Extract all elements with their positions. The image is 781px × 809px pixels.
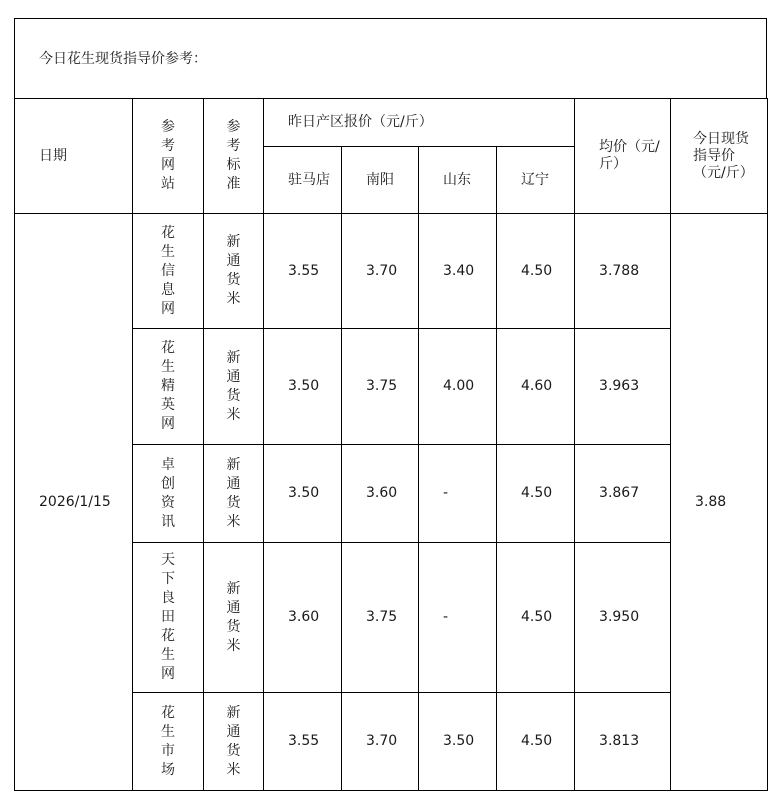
standard-label: 新通货米 <box>226 704 241 778</box>
site-cell <box>133 445 204 543</box>
header-date: 日期 <box>15 99 133 214</box>
price-shandong: 3.40 <box>419 214 497 329</box>
header-yesterday-group: 昨日产区报价（元/斤） <box>264 99 575 147</box>
standard-cell <box>204 693 264 791</box>
price-zhumadian: 3.55 <box>264 214 342 329</box>
site-label: 花生精英网 <box>161 340 175 432</box>
site-label: 花生市场 <box>161 704 175 778</box>
price-nanyang: 3.60 <box>342 445 419 543</box>
price-liaoning: 4.50 <box>497 445 575 543</box>
header-standard-label: 参考标准 <box>226 119 241 192</box>
price-liaoning: 4.50 <box>497 693 575 791</box>
price-liaoning: 4.50 <box>497 214 575 329</box>
standard-label: 新通货米 <box>226 580 241 654</box>
site-label: 卓创资讯 <box>161 456 175 530</box>
price-liaoning: 4.60 <box>497 329 575 445</box>
price-zhumadian: 3.60 <box>264 543 342 693</box>
site-label: 花生信息网 <box>161 224 175 317</box>
price-shandong: - <box>419 445 497 543</box>
price-zhumadian: 3.50 <box>264 445 342 543</box>
page-title: 今日花生现货指导价参考： <box>39 51 207 67</box>
site-cell <box>133 214 204 329</box>
header-region-shandong: 山东 <box>419 147 497 214</box>
price-zhumadian: 3.50 <box>264 329 342 445</box>
header-region-zhumadian: 驻马店 <box>264 147 342 214</box>
site-label: 天下良田花生网 <box>161 552 175 682</box>
standard-cell <box>204 329 264 445</box>
price-nanyang: 3.70 <box>342 214 419 329</box>
price-avg: 3.813 <box>575 693 671 791</box>
price-avg: 3.950 <box>575 543 671 693</box>
header-region-liaoning: 辽宁 <box>497 147 575 214</box>
price-nanyang: 3.75 <box>342 543 419 693</box>
table-row <box>15 214 768 329</box>
price-shandong: 4.00 <box>419 329 497 445</box>
standard-cell <box>204 445 264 543</box>
standard-cell <box>204 543 264 693</box>
title-box <box>14 18 767 99</box>
standard-label: 新通货米 <box>226 349 241 423</box>
header-avg: 均价（元/斤） <box>575 99 671 214</box>
price-zhumadian: 3.55 <box>264 693 342 791</box>
price-table <box>14 98 768 791</box>
header-site <box>133 99 204 214</box>
header-region-nanyang: 南阳 <box>342 147 419 214</box>
site-cell <box>133 329 204 445</box>
header-row-1 <box>15 99 768 147</box>
price-nanyang: 3.75 <box>342 329 419 445</box>
header-site-label: 参考网站 <box>161 119 175 192</box>
site-cell <box>133 693 204 791</box>
header-guide: 今日现货指导价（元/斤） <box>671 99 768 214</box>
guide-price-cell: 3.88 <box>671 214 768 791</box>
price-shandong: - <box>419 543 497 693</box>
date-cell: 2026/1/15 <box>15 214 133 791</box>
price-avg: 3.788 <box>575 214 671 329</box>
standard-cell <box>204 214 264 329</box>
standard-label: 新通货米 <box>226 234 241 307</box>
price-avg: 3.867 <box>575 445 671 543</box>
price-shandong: 3.50 <box>419 693 497 791</box>
standard-label: 新通货米 <box>226 456 241 530</box>
site-cell <box>133 543 204 693</box>
price-nanyang: 3.70 <box>342 693 419 791</box>
price-avg: 3.963 <box>575 329 671 445</box>
header-standard <box>204 99 264 214</box>
price-liaoning: 4.50 <box>497 543 575 693</box>
